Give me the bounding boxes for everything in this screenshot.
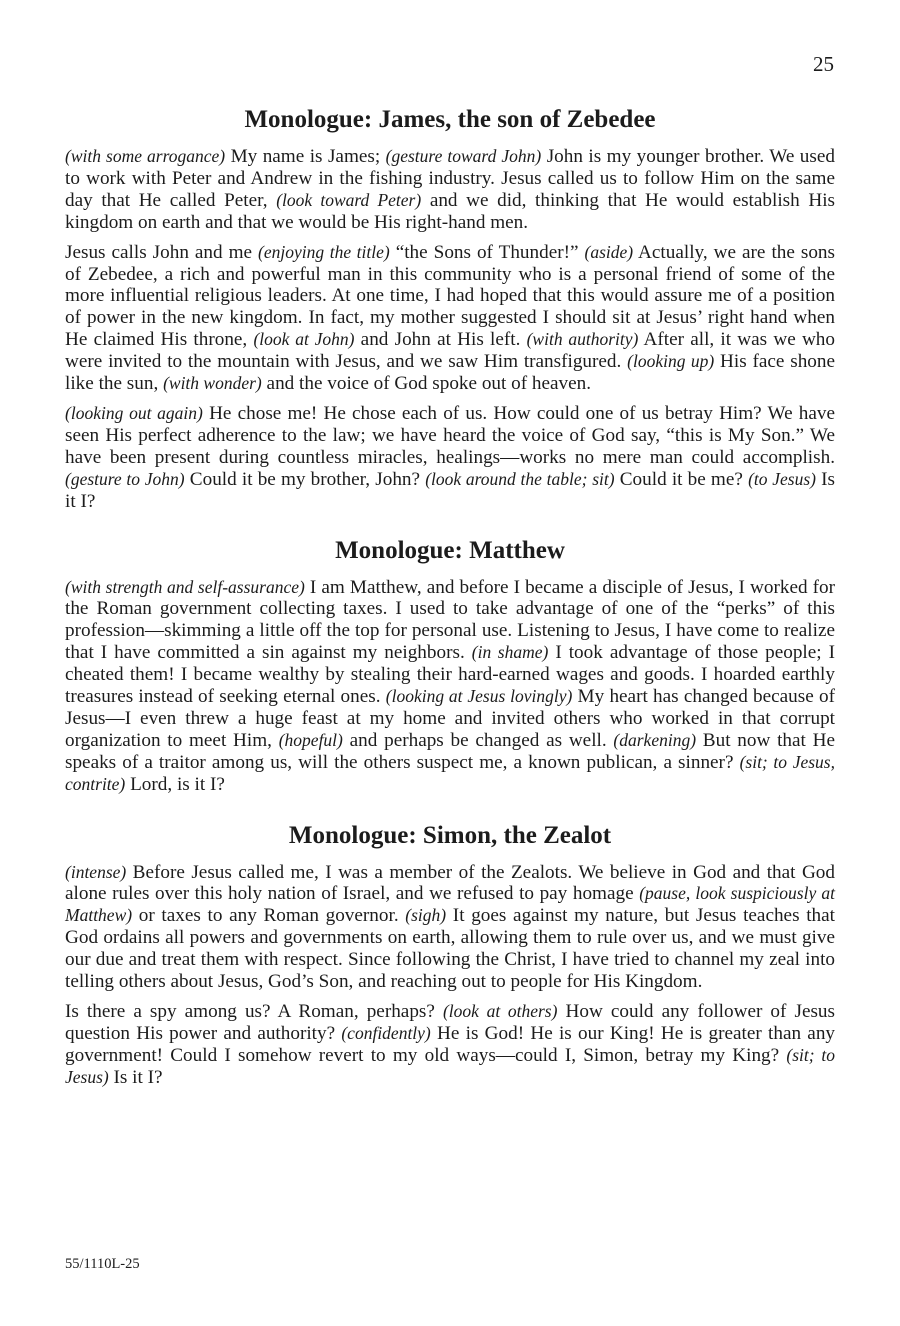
stage-direction: (with some arrogance) <box>65 146 226 166</box>
paragraph <box>65 146 835 234</box>
section-james <box>65 106 835 513</box>
stage-direction: (look toward Peter) <box>276 189 422 210</box>
stage-direction: (gesture to John) <box>65 468 185 489</box>
section-title: Monologue: Simon, the Zealot <box>288 821 612 849</box>
dialogue-text: How could any follower of Jesus question His power and authority? <box>65 1001 835 1044</box>
dialogue-text: My name is James; <box>225 146 386 167</box>
stage-direction: (sit; to Jesus, contrite) <box>65 751 835 794</box>
dialogue-text: Could it be me? <box>614 468 749 490</box>
paragraph <box>65 1001 835 1089</box>
stage-direction: (with wonder) <box>163 373 262 394</box>
paragraph <box>65 577 835 796</box>
dialogue-text: Actually, we are the sons of Zebedee, a rich and powerful man in this community who is a personal friend of some of the more influential religious leaders. At one time, I had hoped that this would assure me of a position of power in the new kingdom. In fact, my mother suggested I should sit at Jesus’ right hand when He claimed His throne, <box>65 241 835 351</box>
dialogue-text: John is my younger brother. We used to work with Peter and Andrew in the fishing industry. Jesus called us to follow Him on the same day that He called Peter, <box>65 146 835 211</box>
dialogue-text: I took advantage of those people; I cheated them! I became wealthy by stealing their hard-earned wages and goods. I hoarded earthly treasures instead of seeking eternal ones. <box>65 642 835 708</box>
dialogue-text: or taxes to any Roman governor. <box>132 905 406 927</box>
stage-direction: (intense) <box>65 861 127 882</box>
stage-direction: (hopeful) <box>278 729 343 750</box>
stage-direction: (looking out again) <box>65 402 203 423</box>
dialogue-text: “the Sons of Thunder!” <box>389 241 585 263</box>
footer-code: 55/1110L-25 <box>65 1256 140 1272</box>
section-simon <box>65 822 835 1089</box>
stage-direction: (sit; to Jesus) <box>65 1044 835 1087</box>
dialogue-text: and perhaps be changed as well. <box>342 729 614 751</box>
stage-direction: (aside) <box>584 241 634 262</box>
stage-direction: (confidently) <box>341 1022 431 1043</box>
dialogue-text: But now that He speaks of a traitor among us, will the others suspect me, a known publican, a sinner? <box>65 729 835 773</box>
dialogue-text: and John at His left. <box>354 329 527 351</box>
document-body <box>65 106 835 1113</box>
dialogue-text: Is it I? <box>65 468 836 512</box>
stage-direction: (gesture toward John) <box>385 146 542 166</box>
stage-direction: (to Jesus) <box>748 468 816 489</box>
dialogue-text: He chose me! He chose each of us. How could one of us betray Him? We have seen His perfect adherence to the law; we have heard the voice of God say, “this is My Son.” We have been present during countless miracles, healings—works no mere man could accomplish. <box>65 402 836 468</box>
stage-direction: (looking up) <box>627 351 715 372</box>
dialogue-text: Could it be my brother, John? <box>184 468 426 490</box>
section-title: Monologue: James, the son of Zebedee <box>244 106 656 133</box>
section-title: Monologue: Matthew <box>335 536 565 564</box>
stage-direction: (look around the table; sit) <box>425 468 615 489</box>
dialogue-text: and we did, thinking that He would establish His kingdom on earth and that we would be His right-hand men. <box>65 189 835 233</box>
stage-direction: (enjoying the title) <box>258 241 390 262</box>
page-number: 25 <box>813 52 834 76</box>
dialogue-text: Is it I? <box>108 1066 163 1088</box>
stage-direction: (sigh) <box>405 905 447 926</box>
dialogue-text: He is God! He is our King! He is greater than any government! Could I somehow revert to my old ways—could I, Simon, betray my King? <box>65 1022 836 1066</box>
dialogue-text: Is there a spy among us? A Roman, perhaps? <box>65 1001 443 1022</box>
stage-direction: (looking at Jesus lovingly) <box>385 686 573 707</box>
dialogue-text: His face shone like the sun, <box>65 351 835 395</box>
dialogue-text: Jesus calls John and me <box>65 241 259 263</box>
stage-direction: (pause, look suspiciously at Matthew) <box>65 883 835 926</box>
stage-direction: (darkening) <box>613 729 697 750</box>
dialogue-text: My heart has changed because of Jesus—I even threw a huge feast at my home and invited others who worked in that corrupt organization to meet Him, <box>65 686 835 751</box>
dialogue-text: After all, it was we who were invited to the mountain with Jesus, and we saw Him transfigured. <box>65 329 835 373</box>
stage-direction: (in shame) <box>471 642 549 663</box>
paragraph <box>65 403 835 513</box>
dialogue-text: Lord, is it I? <box>125 773 225 795</box>
dialogue-text: and the voice of God spoke out of heaven. <box>261 373 592 395</box>
stage-direction: (with authority) <box>526 329 639 350</box>
dialogue-text: I am Matthew, and before I became a disciple of Jesus, I worked for the Roman government collecting taxes. I used to take advantage of one of the “perks” of this profession—skimming a little off the top for personal use. Listening to Jesus, I have come to realize that I have committed a sin against my neighbors. <box>65 576 836 664</box>
stage-direction: (look at John) <box>253 329 355 350</box>
paragraph <box>65 862 835 993</box>
dialogue-text: It goes against my nature, but Jesus teaches that God ordains all powers and governments on earth, allowing them to rule over us, and we must give our due and treat them with respect. Since following the Christ, I have tried to channel my zeal into telling others about Jesus, God’s Son, and reaching out to people for His Kingdom. <box>65 905 835 993</box>
dialogue-text: Before Jesus called me, I was a member of the Zealots. We believe in God and that God alone rules over this holy nation of Israel, and we refused to pay homage <box>65 861 835 905</box>
stage-direction: (look at others) <box>442 1001 558 1021</box>
stage-direction: (with strength and self-assurance) <box>65 576 305 597</box>
paragraph <box>65 242 835 395</box>
section-matthew <box>65 537 835 796</box>
